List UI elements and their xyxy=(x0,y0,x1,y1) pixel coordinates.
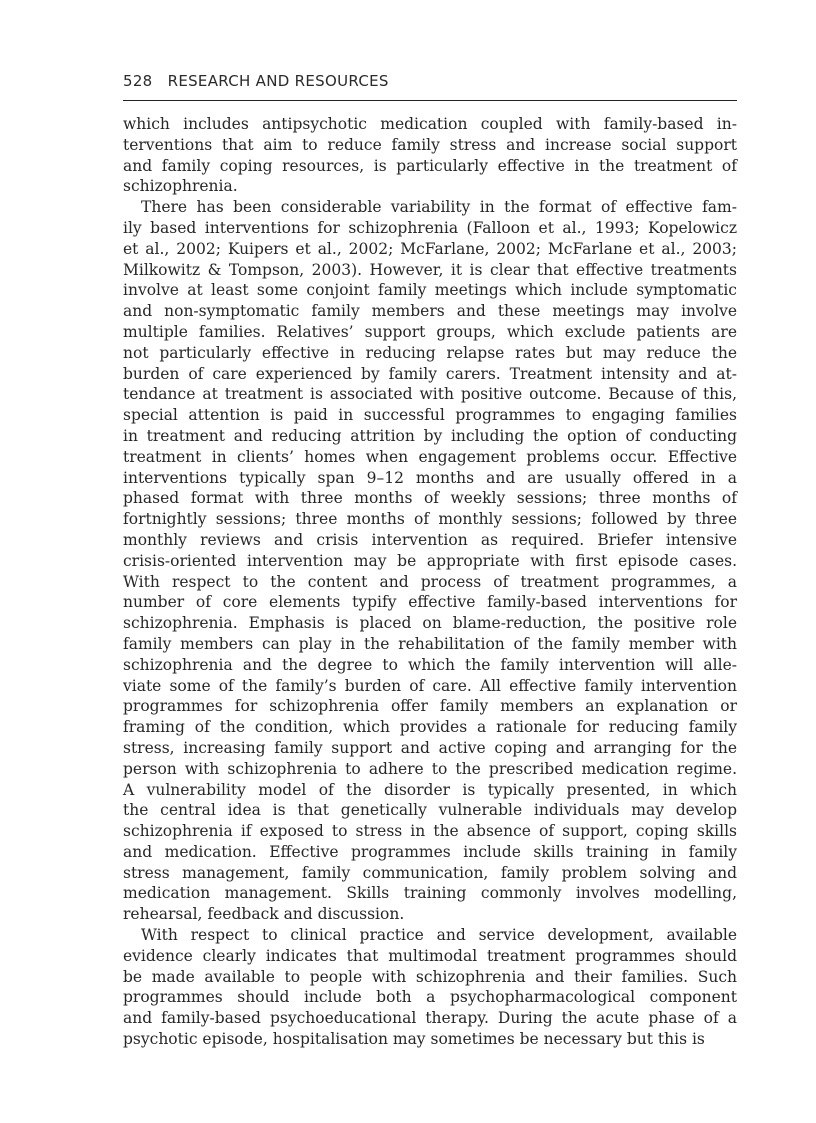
text-line: A vulnerability model of the disorder is typically presented, in which xyxy=(123,780,737,799)
text-line: number of core elements typify effective family-based interventions for xyxy=(123,593,737,612)
text-line: crisis-oriented intervention may be appropriate with first episode cases. xyxy=(123,551,737,570)
text-line: With respect to clinical practice and service development, available xyxy=(141,926,737,945)
paragraph xyxy=(123,114,737,197)
text-line: stress management, family communication, family problem solving and xyxy=(123,863,737,882)
text-line: evidence clearly indicates that multimodal treatment programmes should xyxy=(123,946,737,965)
paragraph xyxy=(123,197,737,925)
body-text xyxy=(123,114,737,1050)
text-line: viate some of the family’s burden of care. All effective family intervention xyxy=(123,676,737,695)
text-line: phased format with three months of weekly sessions; three months of xyxy=(123,489,737,508)
text-line: interventions typically span 9–12 months and are usually offered in a xyxy=(123,468,737,487)
text-line: psychotic episode, hospitalisation may sometimes be necessary but this is xyxy=(123,1030,705,1049)
text-line: schizophrenia and the degree to which the family intervention will alle- xyxy=(123,655,737,674)
text-line: which includes antipsychotic medication coupled with family-based in- xyxy=(123,115,737,133)
text-line: multiple families. Relatives’ support groups, which exclude patients are xyxy=(123,322,737,341)
text-line: tendance at treatment is associated with positive outcome. Because of this, xyxy=(123,385,737,404)
text-line: medication management. Skills training commonly involves modelling, xyxy=(123,884,737,903)
text-line: Milkowitz & Tompson, 2003). However, it is clear that effective treatments xyxy=(123,260,737,279)
text-line: burden of care experienced by family carers. Treatment intensity and at- xyxy=(123,364,737,383)
text-line: person with schizophrenia to adhere to the prescribed medication regime. xyxy=(123,759,737,778)
text-line: and family-based psychoeducational therapy. During the acute phase of a xyxy=(123,1009,737,1028)
text-line: treatment in clients’ homes when engagement problems occur. Effective xyxy=(123,447,737,466)
page-number: 528 xyxy=(123,72,153,90)
text-line: framing of the condition, which provides a rationale for reducing family xyxy=(123,718,737,737)
text-line: fortnightly sessions; three months of monthly sessions; followed by three xyxy=(123,510,737,529)
text-line: monthly reviews and crisis intervention as required. Briefer intensive xyxy=(123,530,737,549)
text-line: in treatment and reducing attrition by including the option of conducting xyxy=(123,426,737,445)
text-line: and family coping resources, is particularly effective in the treatment of xyxy=(123,156,737,175)
text-line: rehearsal, feedback and discussion. xyxy=(123,905,405,924)
text-line: not particularly effective in reducing relapse rates but may reduce the xyxy=(123,343,737,362)
text-line: be made available to people with schizophrenia and their families. Such xyxy=(123,967,737,986)
page-header xyxy=(123,72,737,101)
paragraph xyxy=(123,925,737,1050)
text-line: With respect to the content and process of treatment programmes, a xyxy=(123,572,737,591)
text-line: programmes for schizophrenia offer family members an explanation or xyxy=(123,697,737,716)
text-line: programmes should include both a psychopharmacological component xyxy=(123,988,737,1007)
text-line: the central idea is that genetically vulnerable individuals may develop xyxy=(123,801,737,820)
text-line: and non-symptomatic family members and these meetings may involve xyxy=(123,302,737,321)
text-line: ily based interventions for schizophrenia (Falloon et al., 1993; Kopelowicz xyxy=(123,218,737,237)
text-line: special attention is paid in successful programmes to engaging families xyxy=(123,406,737,425)
text-line: schizophrenia. Emphasis is placed on blame-reduction, the positive role xyxy=(123,614,737,633)
text-line: family members can play in the rehabilitation of the family member with xyxy=(123,634,737,653)
text-line: et al., 2002; Kuipers et al., 2002; McFarlane, 2002; McFarlane et al., 2003; xyxy=(123,239,737,258)
text-line: schizophrenia. xyxy=(123,177,238,196)
text-line: terventions that aim to reduce family stress and increase social support xyxy=(123,135,737,154)
text-line: schizophrenia if exposed to stress in the absence of support, coping skills xyxy=(123,822,737,841)
text-line: and medication. Effective programmes include skills training in family xyxy=(123,842,737,861)
text-line: stress, increasing family support and active coping and arranging for the xyxy=(123,738,737,757)
running-head: RESEARCH AND RESOURCES xyxy=(167,72,389,90)
text-line: involve at least some conjoint family meetings which include symptomatic xyxy=(123,281,737,300)
text-line: There has been considerable variability in the format of effective fam- xyxy=(141,198,737,217)
